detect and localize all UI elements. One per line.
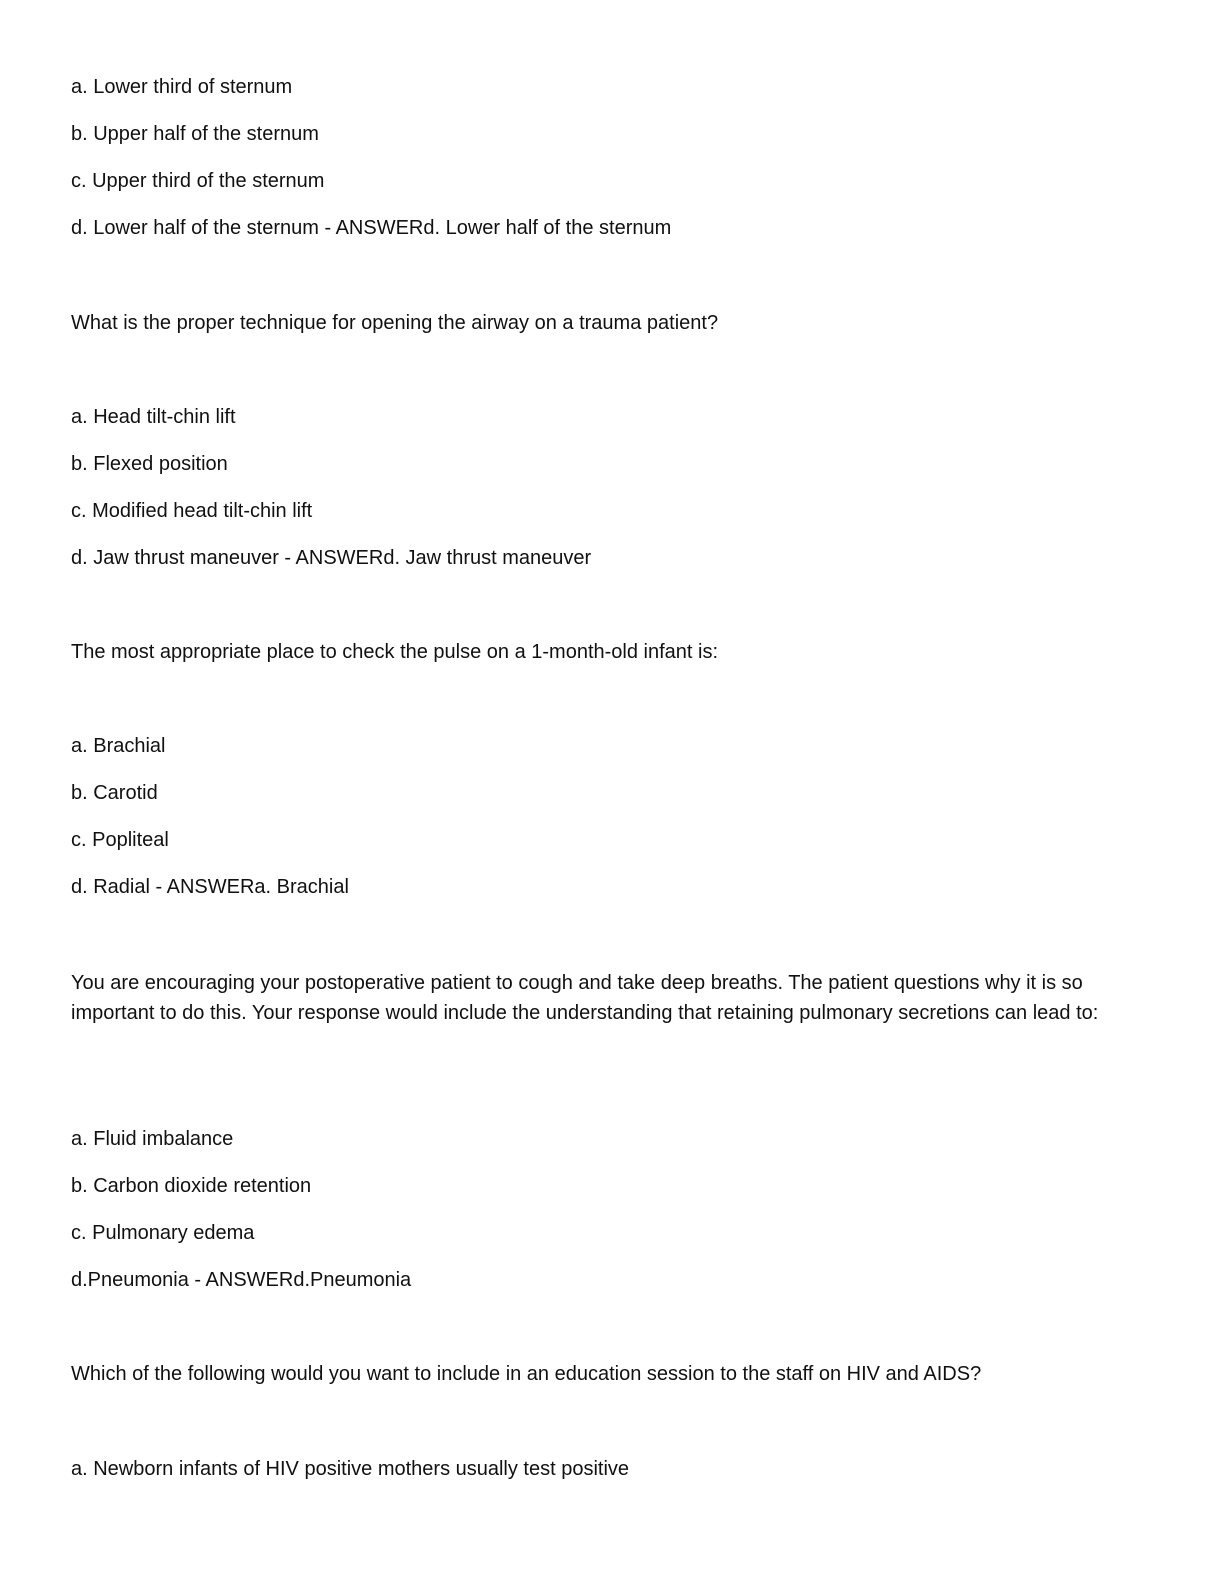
answer-option-with-answer: d. Lower half of the sternum - ANSWERd. Lower half of the sternum <box>71 217 672 239</box>
answer-option-with-answer: d. Radial - ANSWERa. Brachial <box>71 876 349 898</box>
answer-option: a. Head tilt-chin lift <box>71 406 236 428</box>
question-text: You are encouraging your postoperative patient to cough and take deep breaths. The patient questions why it is so important to do this. Your response would include the understanding that retaining pulmonary secretions can lead to: <box>71 972 1099 1024</box>
answer-option: a. Newborn infants of HIV positive mothers usually test positive <box>71 1458 630 1480</box>
answer-option: b. Carbon dioxide retention <box>71 1175 312 1197</box>
question-text: What is the proper technique for opening the airway on a trauma patient? <box>71 312 719 334</box>
answer-option: b. Flexed position <box>71 453 228 475</box>
question-text: Which of the following would you want to include in an education session to the staff on HIV and AIDS? <box>71 1363 982 1385</box>
answer-option: a. Brachial <box>71 735 166 757</box>
answer-option: c. Pulmonary edema <box>71 1222 255 1244</box>
answer-option-with-answer: d.Pneumonia - ANSWERd.Pneumonia <box>71 1269 412 1291</box>
question-text: The most appropriate place to check the pulse on a 1-month-old infant is: <box>71 641 719 663</box>
answer-option: a. Lower third of sternum <box>71 76 293 98</box>
answer-option: b. Carotid <box>71 782 158 804</box>
answer-option: c. Modified head tilt-chin lift <box>71 500 313 522</box>
answer-option-with-answer: d. Jaw thrust maneuver - ANSWERd. Jaw thrust maneuver <box>71 547 592 569</box>
answer-option: c. Popliteal <box>71 829 169 851</box>
answer-option: c. Upper third of the sternum <box>71 170 325 192</box>
answer-option: a. Fluid imbalance <box>71 1128 234 1150</box>
answer-option: b. Upper half of the sternum <box>71 123 319 145</box>
